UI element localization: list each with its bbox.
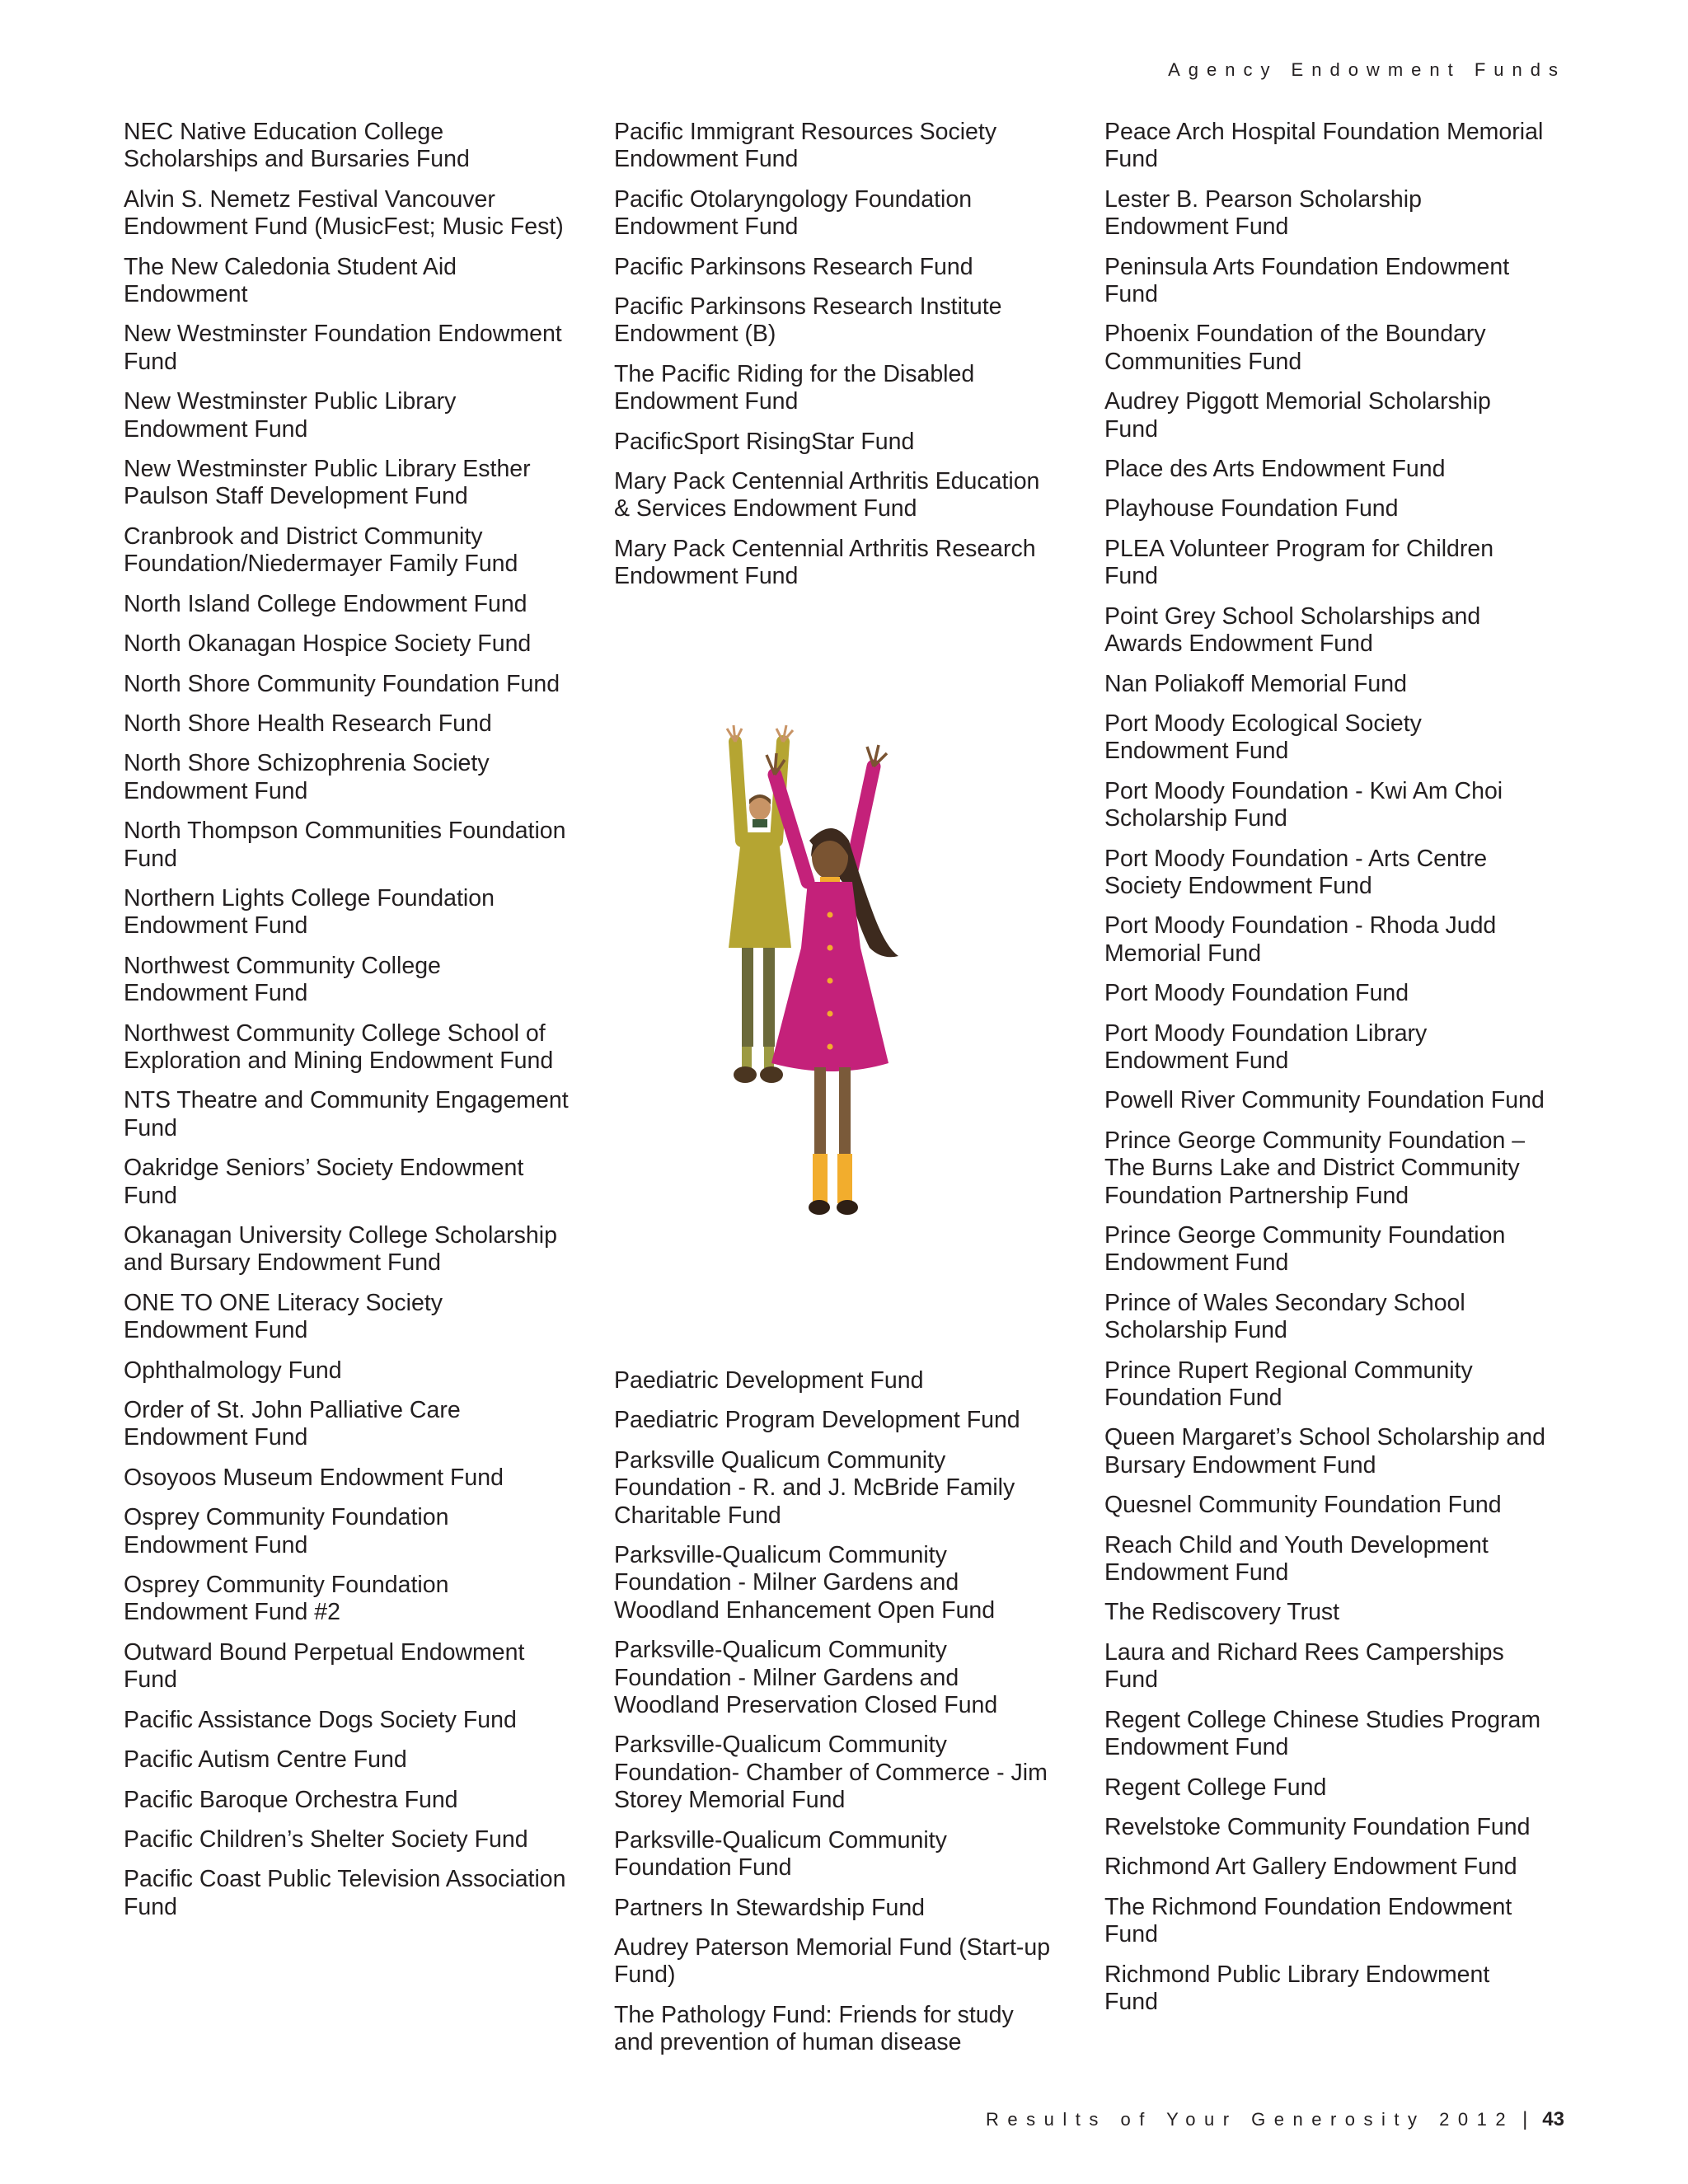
fund-name: The Rediscovery Trust (1104, 1599, 1340, 1626)
fund-name: Alvin S. Nemetz Festival Vancouver Endowment Fund (MusicFest; Music Fest) (124, 185, 564, 241)
fund-name: The Pathology Fund: Friends for study and prevention of human disease (614, 2001, 1014, 2056)
fund-name: Order of St. John Palliative Care Endowment Fund (124, 1397, 461, 1451)
fund-name: Parksville-Qualicum Community Foundation- Chamber of Commerce - Jim Storey Memorial Fund (614, 1732, 1048, 1814)
fund-name: Northwest Community College Endowment Fund (124, 952, 441, 1007)
fund-name: Revelstoke Community Foundation Fund (1104, 1813, 1531, 1840)
fund-name: Regent College Chinese Studies Program Endowment Fund (1104, 1706, 1541, 1761)
fund-name: Pacific Parkinsons Research Fund (614, 253, 973, 280)
fund-name: Pacific Baroque Orchestra Fund (124, 1786, 458, 1813)
fund-name: Prince Rupert Regional Community Foundation Fund (1104, 1357, 1473, 1412)
fund-name: The New Caledonia Student Aid Endowment (124, 253, 457, 308)
fund-name: Audrey Paterson Memorial Fund (Start-up Fund) (614, 1933, 1051, 1989)
fund-name: Pacific Parkinsons Research Institute Endowment (B) (614, 293, 1002, 348)
fund-name: NTS Theatre and Community Engagement Fund (124, 1087, 569, 1141)
fund-name: Outward Bound Perpetual Endowment Fund (124, 1638, 525, 1694)
fund-name: Pacific Immigrant Resources Society Endowment Fund (614, 119, 997, 173)
fund-name: Parksville-Qualicum Community Foundation Fund (614, 1826, 947, 1882)
fund-name: Port Moody Ecological Society Endowment Fund (1104, 710, 1422, 765)
fund-name: Mary Pack Centennial Arthritis Research Endowment Fund (614, 535, 1036, 590)
fund-name: Powell River Community Foundation Fund (1104, 1087, 1545, 1114)
fund-name: Laura and Richard Rees Camperships Fund (1104, 1638, 1504, 1694)
fund-name: North Shore Schizophrenia Society Endowment Fund (124, 750, 490, 804)
fund-name: Ophthalmology Fund (124, 1357, 342, 1384)
fund-list-column-3 (1104, 119, 1550, 2028)
footer-publication-title: Results of Your Generosity 2012 (986, 2109, 1515, 2130)
fund-name: Prince George Community Foundation – The Burns Lake and District Community Foundation Partnership Fund (1104, 1127, 1526, 1209)
fund-name: North Island College Endowment Fund (124, 590, 528, 617)
fund-name: Northern Lights College Foundation Endowment Fund (124, 884, 495, 940)
fund-name: North Okanagan Hospice Society Fund (124, 630, 532, 658)
fund-name: Osprey Community Foundation Endowment Fund #2 (124, 1572, 449, 1626)
fund-list-column-1 (124, 119, 569, 1933)
fund-name: Northwest Community College School of Exploration and Mining Endowment Fund (124, 1019, 554, 1074)
fund-name: PLEA Volunteer Program for Children Fund (1104, 535, 1494, 590)
fund-name: Pacific Autism Centre Fund (124, 1746, 407, 1774)
fund-name: Lester B. Pearson Scholarship Endowment Fund (1104, 185, 1422, 241)
fund-name: Regent College Fund (1104, 1774, 1327, 1801)
fund-name: Pacific Assistance Dogs Society Fund (124, 1706, 517, 1733)
footer-separator: | (1522, 2108, 1528, 2130)
running-header: Agency Endowment Funds (1168, 59, 1566, 80)
fund-name: Port Moody Foundation Fund (1104, 980, 1409, 1007)
fund-name: Port Moody Foundation - Kwi Am Choi Scholarship Fund (1104, 777, 1503, 832)
fund-name: North Thompson Communities Foundation Fund (124, 818, 566, 872)
fund-name: The Richmond Foundation Endowment Fund (1104, 1893, 1512, 1948)
fund-name: New Westminster Foundation Endowment Fund (124, 321, 562, 375)
fund-name: New Westminster Public Library Endowment Fund (124, 388, 457, 443)
fund-name: Point Grey School Scholarships and Awards Endowment Fund (1104, 602, 1481, 658)
fund-name: Nan Poliakoff Memorial Fund (1104, 670, 1407, 697)
fund-name: Pacific Children’s Shelter Society Fund (124, 1825, 528, 1853)
celebrating-children-illustration (717, 717, 964, 1244)
fund-name: Prince of Wales Secondary School Scholarship Fund (1104, 1289, 1465, 1344)
fund-name: Oakridge Seniors’ Society Endowment Fund (124, 1155, 524, 1209)
fund-name: Partners In Stewardship Fund (614, 1894, 926, 1921)
fund-name: Osprey Community Foundation Endowment Fund (124, 1504, 449, 1558)
fund-name: Audrey Piggott Memorial Scholarship Fund (1104, 388, 1491, 443)
fund-list-column-2-top (614, 119, 1059, 603)
fund-name: Parksville-Qualicum Community Foundation - Milner Gardens and Woodland Enhancement Open Fund (614, 1542, 996, 1624)
fund-name: North Shore Health Research Fund (124, 710, 492, 737)
fund-name: ONE TO ONE Literacy Society Endowment Fund (124, 1289, 443, 1344)
fund-name: Richmond Public Library Endowment Fund (1104, 1961, 1490, 2015)
fund-name: Peninsula Arts Foundation Endowment Fund (1104, 253, 1510, 308)
fund-name: Place des Arts Endowment Fund (1104, 456, 1446, 483)
fund-name: Osoyoos Museum Endowment Fund (124, 1464, 504, 1491)
fund-name: NEC Native Education College Scholarships and Bursaries Fund (124, 119, 470, 173)
fund-name: Okanagan University College Scholarship and Bursary Endowment Fund (124, 1222, 557, 1277)
fund-name: Playhouse Foundation Fund (1104, 495, 1399, 523)
fund-name: Quesnel Community Foundation Fund (1104, 1492, 1502, 1519)
fund-name: The Pacific Riding for the Disabled Endowment Fund (614, 360, 975, 415)
fund-name: Parksville-Qualicum Community Foundation - Milner Gardens and Woodland Preservation Closed Fund (614, 1637, 998, 1719)
fund-name: Phoenix Foundation of the Boundary Communities Fund (1104, 321, 1486, 375)
fund-list-column-2-bottom (614, 1367, 1059, 2069)
fund-name: North Shore Community Foundation Fund (124, 670, 560, 697)
fund-name: Peace Arch Hospital Foundation Memorial Fund (1104, 119, 1544, 173)
fund-name: Reach Child and Youth Development Endowment Fund (1104, 1531, 1489, 1586)
fund-name: Paediatric Development Fund (614, 1367, 924, 1394)
fund-name: Parksville Qualicum Community Foundation - R. and J. McBride Family Charitable Fund (614, 1446, 1015, 1529)
fund-name: Paediatric Program Development Fund (614, 1407, 1020, 1434)
fund-name: Pacific Coast Public Television Association Fund (124, 1866, 566, 1920)
fund-name: Mary Pack Centennial Arthritis Education & Services Endowment Fund (614, 468, 1040, 523)
fund-name: PacificSport RisingStar Fund (614, 428, 915, 455)
page-footer (986, 2106, 1564, 2134)
fund-name: Port Moody Foundation - Arts Centre Society Endowment Fund (1104, 845, 1488, 899)
fund-name: Prince George Community Foundation Endowment Fund (1104, 1222, 1506, 1277)
fund-name: Cranbrook and District Community Foundation/Niedermayer Family Fund (124, 523, 518, 578)
fund-name: Port Moody Foundation - Rhoda Judd Memorial Fund (1104, 912, 1497, 967)
fund-name: Pacific Otolaryngology Foundation Endowment Fund (614, 185, 973, 241)
fund-name: Richmond Art Gallery Endowment Fund (1104, 1854, 1517, 1881)
fund-name: Queen Margaret’s School Scholarship and Bursary Endowment Fund (1104, 1424, 1545, 1479)
fund-name: Port Moody Foundation Library Endowment Fund (1104, 1019, 1428, 1074)
fund-name: New Westminster Public Library Esther Paulson Staff Development Fund (124, 456, 531, 510)
page-number: 43 (1542, 2108, 1564, 2130)
girl-figure (767, 745, 898, 1215)
